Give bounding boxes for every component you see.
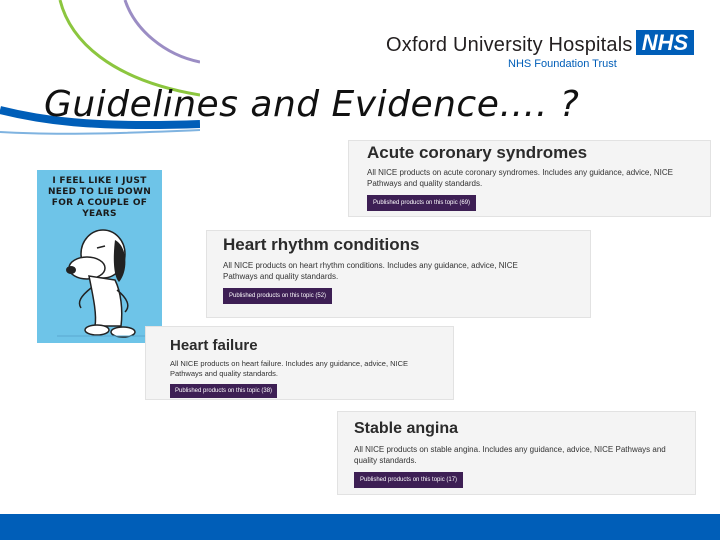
card-title: Heart failure [170, 337, 258, 354]
card-description: All NICE products on acute coronary syndromes. Includes any guidance, advice, NICE Pathways and quality standards. [367, 168, 673, 188]
comic-caption: I FEEL LIKE I JUST NEED TO LIE DOWN FOR A COUPLE OF YEARS [47, 176, 152, 219]
topic-card-acute-coronary-syndromes [348, 140, 711, 217]
snoopy-illustration-icon [37, 226, 162, 343]
topic-card-heart-failure [145, 326, 454, 400]
snoopy-comic-image [37, 170, 162, 343]
published-products-button[interactable]: Published products on this topic (52) [223, 288, 332, 304]
trust-name: NHS Foundation Trust [508, 58, 617, 70]
card-title: Heart rhythm conditions [223, 235, 420, 254]
card-description: All NICE products on heart rhythm conditions. Includes any guidance, advice, NICE Pathways and quality standards. [223, 261, 518, 281]
nhs-logo: NHS [636, 30, 694, 55]
card-title: Stable angina [354, 420, 459, 437]
published-products-button[interactable]: Published products on this topic (38) [170, 384, 277, 398]
card-description: All NICE products on heart failure. Includes any guidance, advice, NICE Pathways and quality standards. [170, 359, 409, 378]
topic-card-heart-rhythm-conditions [206, 230, 591, 318]
published-products-button[interactable]: Published products on this topic (17) [354, 472, 463, 488]
footer-bar [0, 514, 720, 540]
organisation-name: Oxford University Hospitals [386, 34, 633, 56]
topic-card-stable-angina [337, 411, 696, 495]
card-title: Acute coronary syndromes [367, 143, 588, 162]
slide-title: Guidelines and Evidence…. ? [44, 84, 580, 125]
published-products-button[interactable]: Published products on this topic (69) [367, 195, 476, 211]
card-description: All NICE products on stable angina. Includes any guidance, advice, NICE Pathways and quality standards. [354, 445, 666, 465]
